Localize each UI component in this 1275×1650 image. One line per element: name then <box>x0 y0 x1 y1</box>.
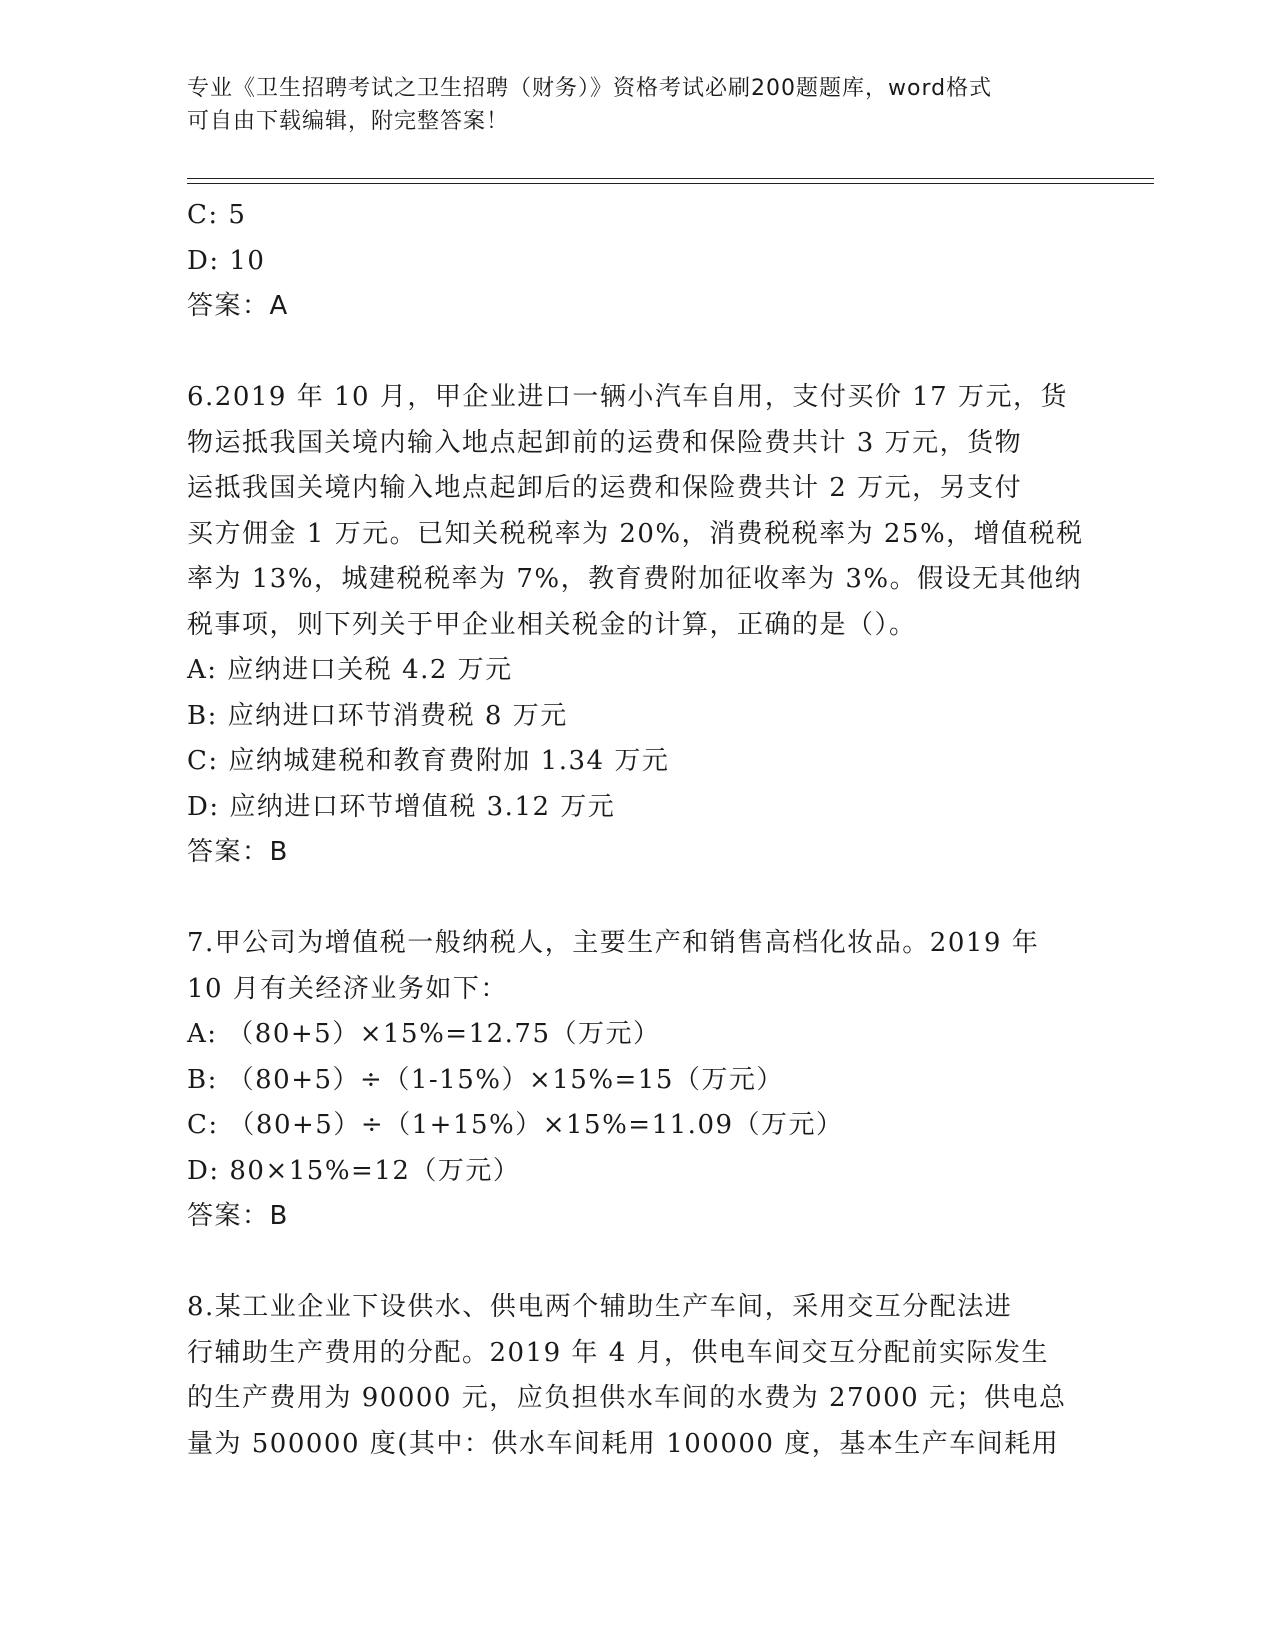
q6-stem-line-5: 率为 13%，城建税税率为 7%，教育费附加征收率为 3%。假设无其他纳 <box>187 564 1083 594</box>
q5-option-d: D: 10 <box>187 245 266 276</box>
question-6 <box>187 375 1084 876</box>
header-line-1: 专业《卫生招聘考试之卫生招聘（财务）》资格考试必刷200题题库，word格式 <box>187 76 993 101</box>
q7-stem-line-2: 10 月有关经济业务如下： <box>187 973 508 1004</box>
q7-option-a: A: （80+5）×15%=12.75（万元） <box>187 1019 661 1049</box>
document-body <box>187 193 1084 1467</box>
header-line-2: 可自由下载编辑，附完整答案！ <box>187 109 510 134</box>
q8-stem-line-3: 的生产费用为 90000 元，应负担供水车间的水费为 27000 元；供电总 <box>187 1383 1067 1413</box>
q7-option-d: D: 80×15%=12（万元） <box>187 1155 521 1186</box>
q6-option-a: A: 应纳进口关税 4.2 万元 <box>187 655 513 685</box>
q7-option-b: B: （80+5）÷（1-15%）×15%=15（万元） <box>187 1064 784 1095</box>
q5-option-c: C: 5 <box>187 200 247 230</box>
spacer <box>187 876 1077 922</box>
q7-stem-line-1: 7.甲公司为增值税一般纳税人，主要生产和销售高档化妆品。2019 年 <box>187 928 1040 958</box>
header-divider <box>187 178 1154 184</box>
q6-stem-line-6: 税事项，则下列关于甲企业相关税金的计算，正确的是（）。 <box>187 609 917 640</box>
q6-stem-line-2: 物运抵我国关境内输入地点起卸前的运费和保险费共计 3 万元，货物 <box>187 427 1023 458</box>
q6-option-d: D: 应纳进口环节增值税 3.12 万元 <box>187 791 616 822</box>
spacer <box>187 1240 1077 1286</box>
question-8 <box>187 1285 1077 1467</box>
q8-stem-line-1: 8.某工业企业下设供水、供电两个辅助生产车间，采用交互分配法进 <box>187 1292 1013 1322</box>
q6-option-b: B: 应纳进口环节消费税 8 万元 <box>187 700 568 731</box>
question-7 <box>187 921 1077 1240</box>
q8-stem-line-4: 量为 500000 度(其中：供水车间耗用 100000 度，基本生产车间耗用 <box>187 1428 1060 1459</box>
spacer <box>187 330 1077 376</box>
q5-answer: 答案：A <box>187 291 289 321</box>
q6-answer: 答案：B <box>187 837 289 867</box>
q7-answer: 答案：B <box>187 1201 289 1231</box>
q6-stem-line-4: 买方佣金 1 万元。已知关税税率为 20%，消费税税率为 25%，增值税税 <box>187 518 1084 549</box>
q6-option-c: C: 应纳城建税和教育费附加 1.34 万元 <box>187 746 670 776</box>
q6-stem-line-3: 运抵我国关境内输入地点起卸后的运费和保险费共计 2 万元，另支付 <box>187 473 1023 503</box>
question-5 <box>187 193 1077 330</box>
q8-stem-line-2: 行辅助生产费用的分配。2019 年 4 月，供电车间交互分配前实际发生 <box>187 1337 1050 1368</box>
q7-option-c: C: （80+5）÷（1+15%）×15%=11.09（万元） <box>187 1110 844 1140</box>
document-header <box>187 72 1067 138</box>
q6-stem-line-1: 6.2019 年 10 月，甲企业进口一辆小汽车自用，支付买价 17 万元，货 <box>187 382 1068 412</box>
